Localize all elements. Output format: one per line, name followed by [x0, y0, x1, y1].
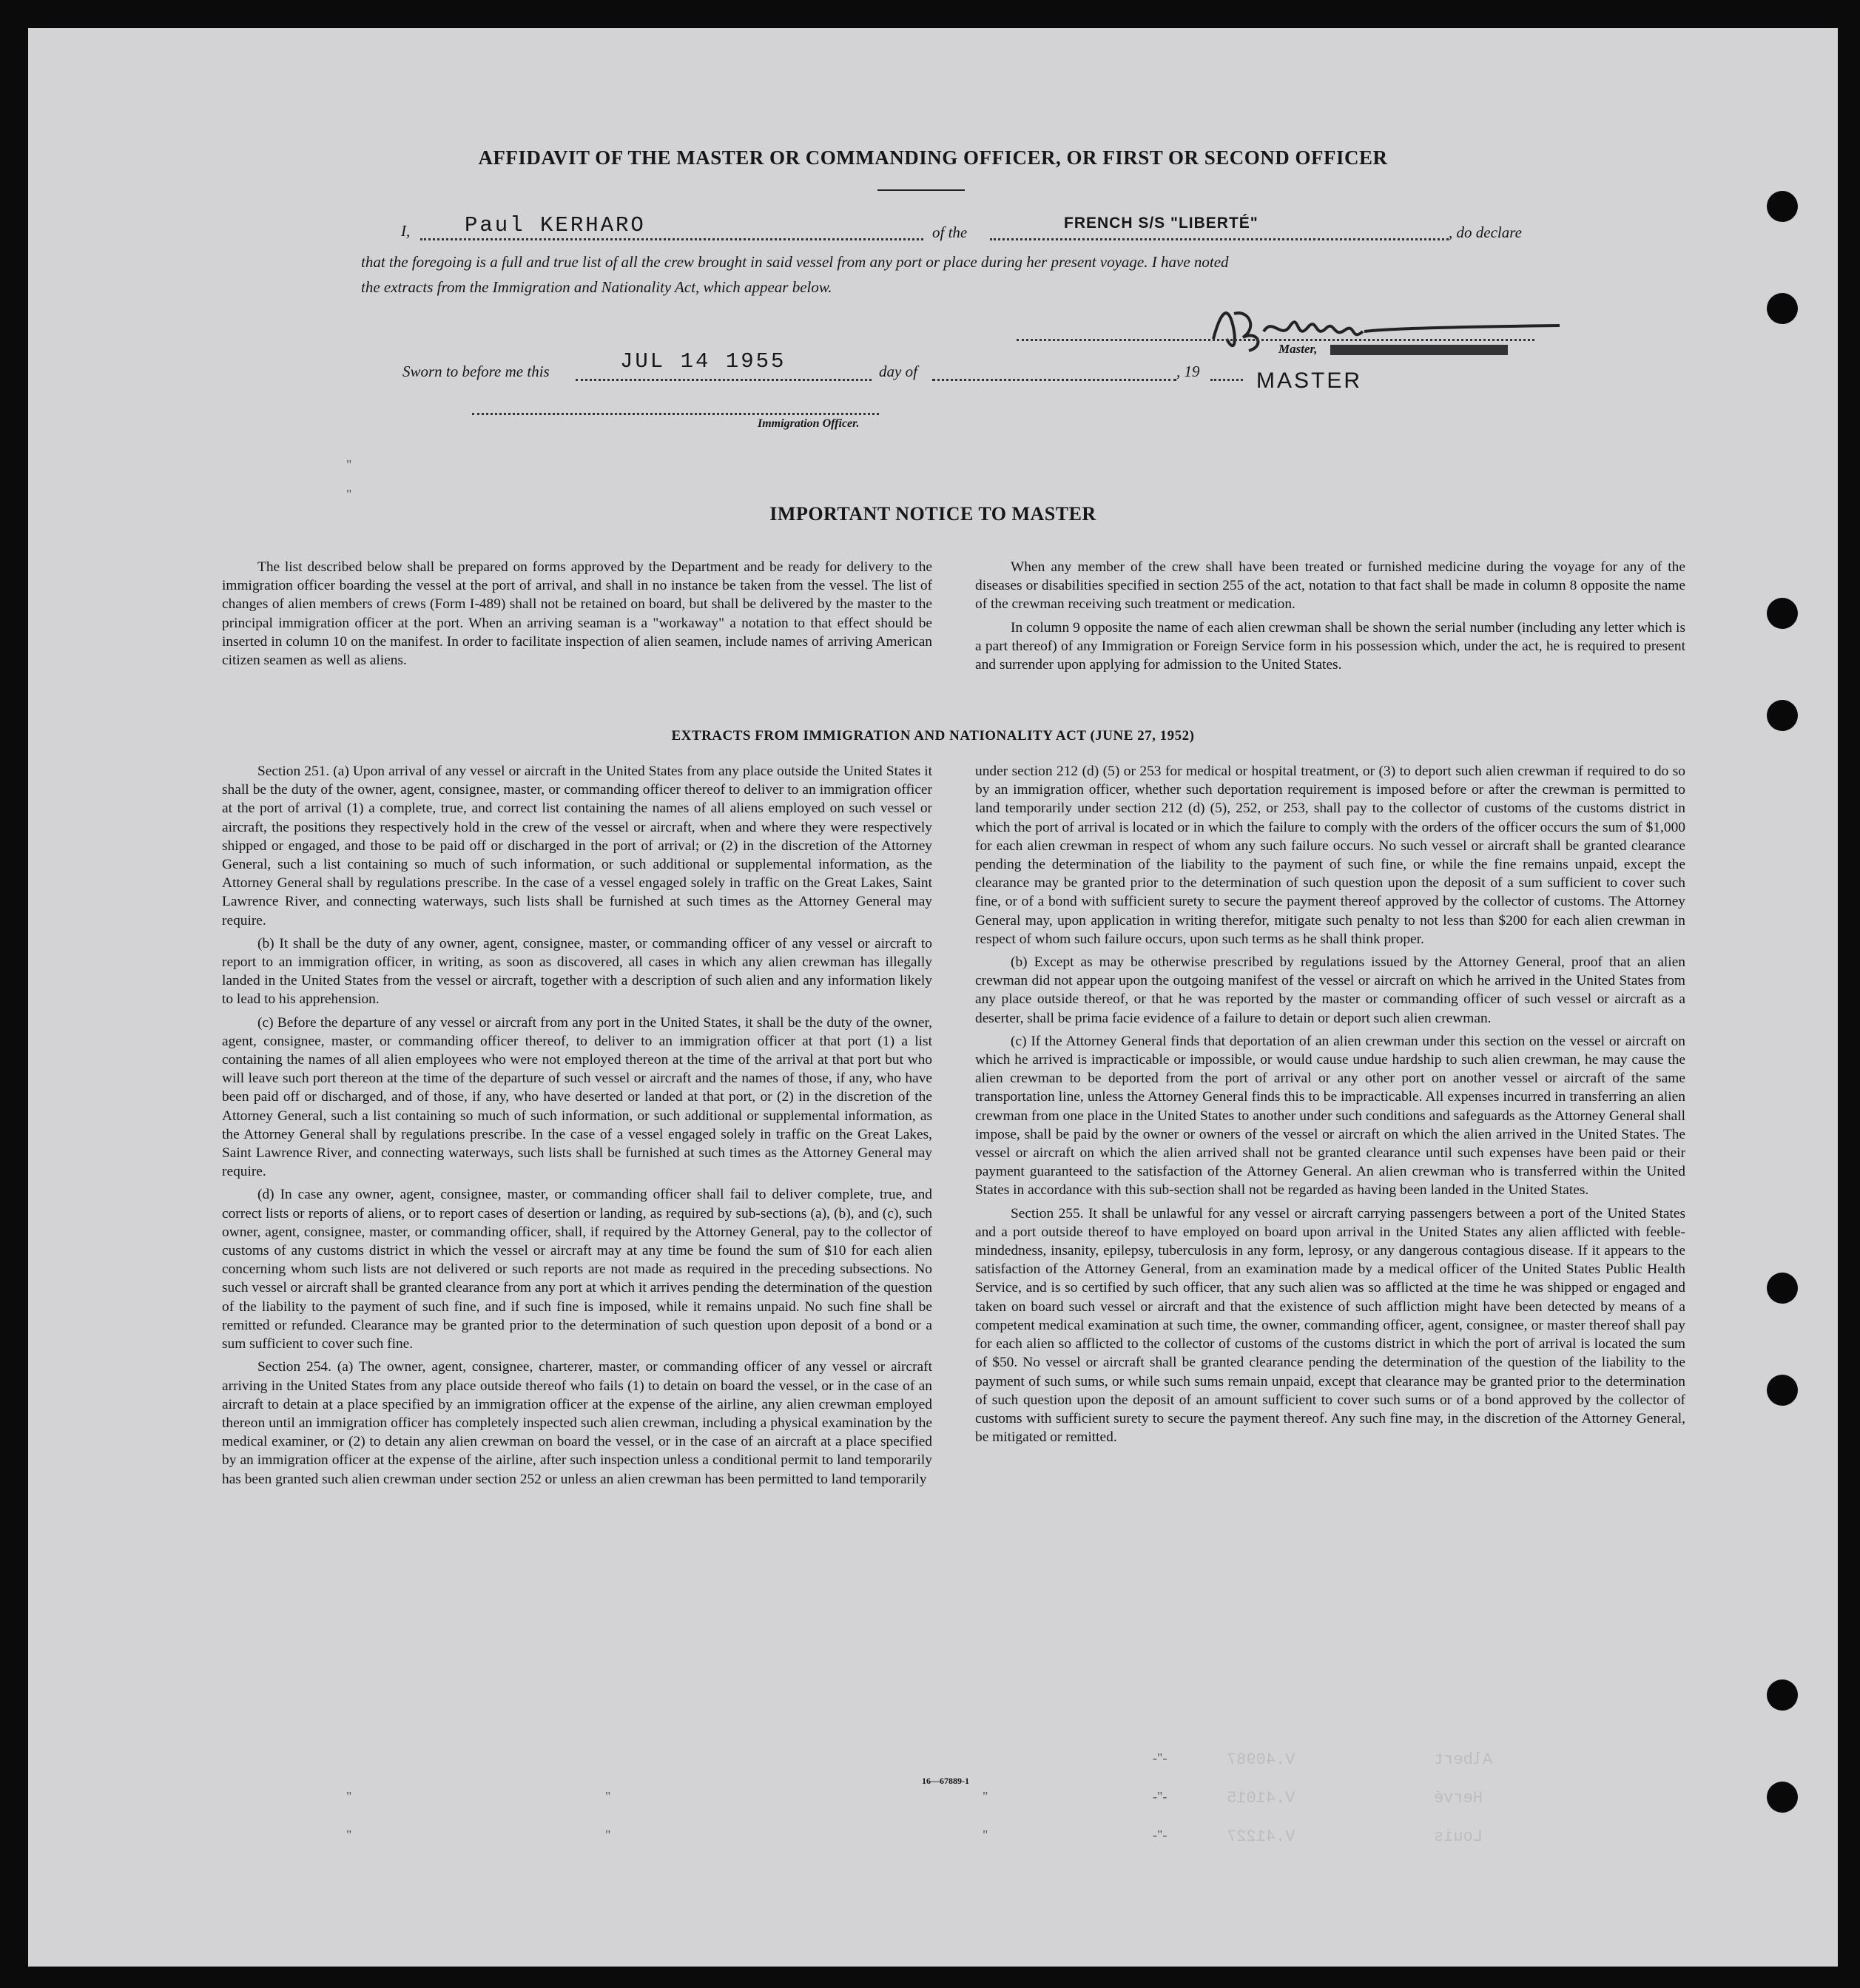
i-label: I, [401, 222, 411, 240]
do-declare-label: , do declare [1449, 223, 1522, 241]
vessel-name: FRENCH S/S "LIBERTÉ" [1064, 215, 1258, 232]
name-line [420, 238, 923, 240]
title-divider [877, 189, 965, 191]
extract-paragraph: (b) It shall be the duty of any owner, agent, consignee, master, or commanding officer of any vessel or aircraft to report to an immigration officer, in writing, as soon as discovered, all cases in which any alien crewman has illegally landed in the United States from the vessel or aircraft, together with a description of such alien and any information likely to lead to his apprehension. [222, 935, 932, 1008]
sworn-date: JUL 14 1955 [620, 349, 786, 374]
immigration-officer-line [472, 413, 879, 415]
ditto-mark: -"- [1153, 1751, 1167, 1765]
vessel-line [990, 238, 1449, 240]
day-of-label: day of [879, 363, 917, 380]
extract-paragraph: under section 212 (d) (5) or 253 for medical or hospital treatment, or (3) to deport such alien crewman if required to do so by an immigration officer, whether such deportation requirement is imposed before or after the crewman is permitted to land temporarily under section 212 (d) (5), 252, or 253, shall pay to the collector of customs of the customs district in which the port of arrival is located or in which the failure to comply with the orders of the officer occurs the sum of $1,000 for each alien crewman in respect of whom any such failure occurs. No such vessel or aircraft shall be granted clearance pending the determination of the liability to the payment of such fine, or while the fine remains unpaid, except the clearance may be granted prior to the determination of such question upon the deposit of a sum sufficient to cover such fine, or of a bond with sufficient surety to secure the payment thereof approved by the collector of customs. The Attorney General may, upon application in writing therefor, mitigate such penalty to not less than $200 for each alien crewman in respect of whom such failure occurs, upon such terms as he shall think proper. [975, 764, 1685, 947]
punch-hole [1767, 1375, 1798, 1406]
ditto-mark: " [346, 487, 352, 502]
sworn-label: Sworn to before me this [402, 363, 550, 380]
of-the-label: of the [932, 223, 968, 241]
punch-hole [1767, 1782, 1798, 1813]
bleed-through-text: Louis [1434, 1827, 1483, 1846]
notice-title: IMPORTANT NOTICE TO MASTER [769, 503, 1096, 525]
month-line [932, 379, 1176, 381]
ditto-mark: " [346, 457, 352, 472]
extract-paragraph: (c) If the Attorney General finds that deportation of an alien crewman under this section on the vessel or aircraft on which he arrived is impracticable or impossible, or would cause undue hardship to such alien crewman, he may cause the alien crewman to be deported from the port of arrival or any other port on another vessel or aircraft of the same transportation line, unless the Attorney General finds this to be impracticable. All expenses incurred in transferring an alien crewman from one place in the United States to another under such conditions and safeguards as the Attorney General shall impose, shall be paid by the owner or owners of the vessel or aircraft on which the alien arrived in the United States. The vessel or aircraft on which the alien arrived shall not be granted clearance until such expenses have been paid or their payment guaranteed to the satisfaction of the Attorney General. An alien crewman who is transferred within the United States in accordance with this sub-section shall not be regarded as having been landed in the United States. [975, 1033, 1685, 1199]
master-caption: Master, [1278, 342, 1318, 356]
ditto-mark: " [346, 1827, 352, 1842]
sworn-date-line [576, 379, 872, 381]
punch-hole [1767, 1679, 1798, 1711]
extracts-title: EXTRACTS FROM IMMIGRATION AND NATIONALITY ACT (JUNE 27, 1952) [671, 728, 1195, 744]
extract-paragraph: (d) In case any owner, agent, consignee, master, or commanding officer shall fail to deliver complete, true, and correct lists or reports of aliens, or to report cases of desertion or landing, as required by sub-sections (a), (b), and (c), such owner, agent, consignee, master, or commanding officer, shall, if required by the Attorney General, pay to the collector of customs of any customs district in which the vessel or aircraft may at any time be found the sum of $10 for each alien concerning whom such lists are not delivered or such reports are not made as required in the preceding subsections. No such vessel or aircraft shall be granted clearance from any port at which it arrives pending the determination of the question of the liability to the payment of such fine, and if such fine is imposed, while it remains unpaid. No such fine shall be remitted or refunded. Clearance may be granted prior to the determination of such question upon deposit of a bond or a sum sufficient to cover such fine. [222, 1187, 932, 1352]
ditto-mark: " [605, 1789, 611, 1804]
punch-hole [1767, 191, 1798, 222]
ditto-mark: " [605, 1827, 611, 1842]
notice-right-column [975, 558, 1685, 678]
notice-columns [222, 558, 1685, 678]
ditto-mark: " [346, 1789, 352, 1804]
ditto-mark: -"- [1153, 1789, 1167, 1804]
extract-paragraph: Section 255. It shall be unlawful for any vessel or aircraft carrying passengers between a port of the United States and a port outside thereof to have employed on board upon arrival in the United States any alien afflicted with feeble-mindedness, insanity, epilepsy, tuberculosis in any form, leprosy, or any dangerous contagious disease. If it appears to the satisfaction of the Attorney General, from an examination made by a medical officer of the United States Public Health Service, and is so certified by such officer, that any such alien was so afflicted at the time he was shipped or engaged and taken on board such vessel or aircraft and that the existence of such affliction might have been detected by means of a competent medical examination at such time, the owner, commanding officer, agent, consignee, or master thereof shall pay for each alien so afflicted to the collector of customs of the customs district in which the port of arrival is located the sum of $50. No vessel or aircraft shall be granted clearance pending the determination of the question of the liability to the payment of such sums, or while such sums remain unpaid, except that clearance may be granted prior to the determination of such question upon the deposit of an amount sufficient to cover such sums or of a bond approved by the collector of customs with sufficient surety to secure the payment thereof. Any such fine may, in the discretion of the Attorney General, be mitigated or remitted. [975, 1205, 1685, 1446]
bleed-through-text: Hervé [1434, 1789, 1483, 1807]
extract-paragraph: Section 254. (a) The owner, agent, consignee, charterer, master, or commanding officer of any vessel or aircraft arriving in the United States from any place outside thereof who fails (1) to detain on board the vessel, or in the case of an aircraft to detain at a place specified by an immigration officer at the expense of the airline, any alien crewman employed thereon until an immigration officer has completely inspected such alien crewman, including a physical examination by the medical examiner, or (2) to detain any alien crewman on board the vessel, or in the case of an aircraft at a place specified by an immigration officer at the expense of the airline, after such inspection unless a conditional permit to land temporarily has been granted such alien crewman under section 252 or unless an alien crewman has been permitted to land temporarily [222, 1359, 932, 1487]
bleed-through-text: V.41015 [1227, 1789, 1295, 1807]
ditto-mark: " [983, 1789, 988, 1804]
extract-paragraph: (c) Before the departure of any vessel or aircraft from any port in the United States, it shall be the duty of the owner, agent, consignee, master, or commanding officer thereof, to deliver to an immigration officer at that port (1) a list containing the names of all alien employees who were not employed thereon at the time of the arrival at that port but who will leave such port thereon at the time of the departure of such vessel or aircraft and the names of those, if any, who have been paid off or discharged, and of those, if any, who have deserted or landed at that port, or (2) in the discretion of the Attorney General, such a list containing so much of such information, or such additional or supplemental information, as the Attorney General shall by regulations prescribe. In the case of a vessel engaged solely in traffic on the Great Lakes, Saint Lawrence River, and connecting waterways, such lists shall be furnished at such times as the Attorney General may require. [222, 1014, 932, 1180]
bleed-through-text: V.40987 [1227, 1751, 1295, 1769]
ditto-mark: -"- [1153, 1827, 1167, 1842]
extracts-left-column [222, 762, 932, 1493]
punch-hole [1767, 700, 1798, 731]
document-page [28, 28, 1838, 1967]
punch-hole [1767, 1273, 1798, 1304]
punch-hole [1767, 293, 1798, 324]
notice-paragraph: When any member of the crew shall have been treated or furnished medicine during the voyage for any of the diseases or disabilities specified in section 255 of the act, notation to that fact shall be made in column 8 opposite the name of the crewman receiving such treatment or medication. [975, 559, 1685, 613]
extracts-columns [222, 762, 1685, 1493]
statement-line-2: the extracts from the Immigration and Nationality Act, which appear below. [361, 278, 832, 296]
statement-line-1: that the foregoing is a full and true list of all the crew brought in said vessel from any port or place during her present voyage. I have noted [361, 253, 1229, 271]
declarant-name: Paul KERHARO [465, 213, 646, 237]
extract-paragraph: Section 251. (a) Upon arrival of any vessel or aircraft in the United States from any place outside the United States it shall be the duty of the owner, agent, consignee, master, or commanding officer thereof to deliver to an immigration officer at the port of arrival (1) a complete, true, and correct list containing the names of all aliens employed on such vessel or aircraft, the positions they respectively hold in the crew of the vessel or aircraft, when and where they were respectively shipped or engaged, and those to be paid off or discharged in the port of arrival; or (2) in the discretion of the Attorney General, such a list containing so much of such information, or such additional or supplemental information, as the Attorney General shall by regulations prescribe. In the case of a vessel engaged solely in traffic on the Great Lakes, Saint Lawrence River, and connecting waterways, such lists shall be furnished at such times as the Attorney General may require. [222, 764, 932, 929]
extract-paragraph: (b) Except as may be otherwise prescribed by regulations issued by the Attorney General, proof that an alien crewman did not appear upon the outgoing manifest of the vessel or aircraft on which he arrived in the United States from any place outside thereof, or that he was reported by the master or commanding officer of such vessel or aircraft as a deserter, shall be prima facie evidence of a failure to detain or deport such alien crewman. [975, 954, 1685, 1026]
struck-out-caption [1330, 345, 1508, 355]
notice-paragraph: In column 9 opposite the name of each alien crewman shall be shown the serial number (including any letter which is a part thereof) of any Immigration or Foreign Service form in his possession which, under the act, he is required to present and surrender upon applying for admission to the United States. [975, 619, 1685, 673]
form-number: 16—67889-1 [922, 1776, 969, 1786]
bleed-through-text: V.41227 [1227, 1827, 1295, 1846]
ditto-mark: " [983, 1827, 988, 1842]
extracts-right-column [975, 762, 1685, 1493]
punch-hole [1767, 598, 1798, 629]
bleed-through-text: Albert [1434, 1751, 1493, 1769]
notice-paragraph: The list described below shall be prepared on forms approved by the Department and be ready for delivery to the immigration officer boarding the vessel at the port of arrival, and shall in no instance be taken from the vessel. The list of changes of alien members of crews (Form I-489) shall not be retained on board, but shall be delivered by the master to the principal immigration officer at the port. When an arriving seaman is a "workaway" a notation to that effect should be inserted in column 10 on the manifest. In order to facilitate inspection of alien seamen, include names of arriving American citizen seamen as well as aliens. [222, 559, 932, 669]
affidavit-title: AFFIDAVIT OF THE MASTER OR COMMANDING OFFICER, OR FIRST OR SECOND OFFICER [478, 146, 1388, 169]
year-line [1210, 379, 1243, 381]
notice-left-column [222, 558, 932, 678]
master-stamp: MASTER [1256, 368, 1363, 393]
master-signature-line [1017, 339, 1534, 341]
year-label: , 19 [1176, 363, 1200, 380]
immigration-officer-caption: Immigration Officer. [758, 417, 860, 430]
